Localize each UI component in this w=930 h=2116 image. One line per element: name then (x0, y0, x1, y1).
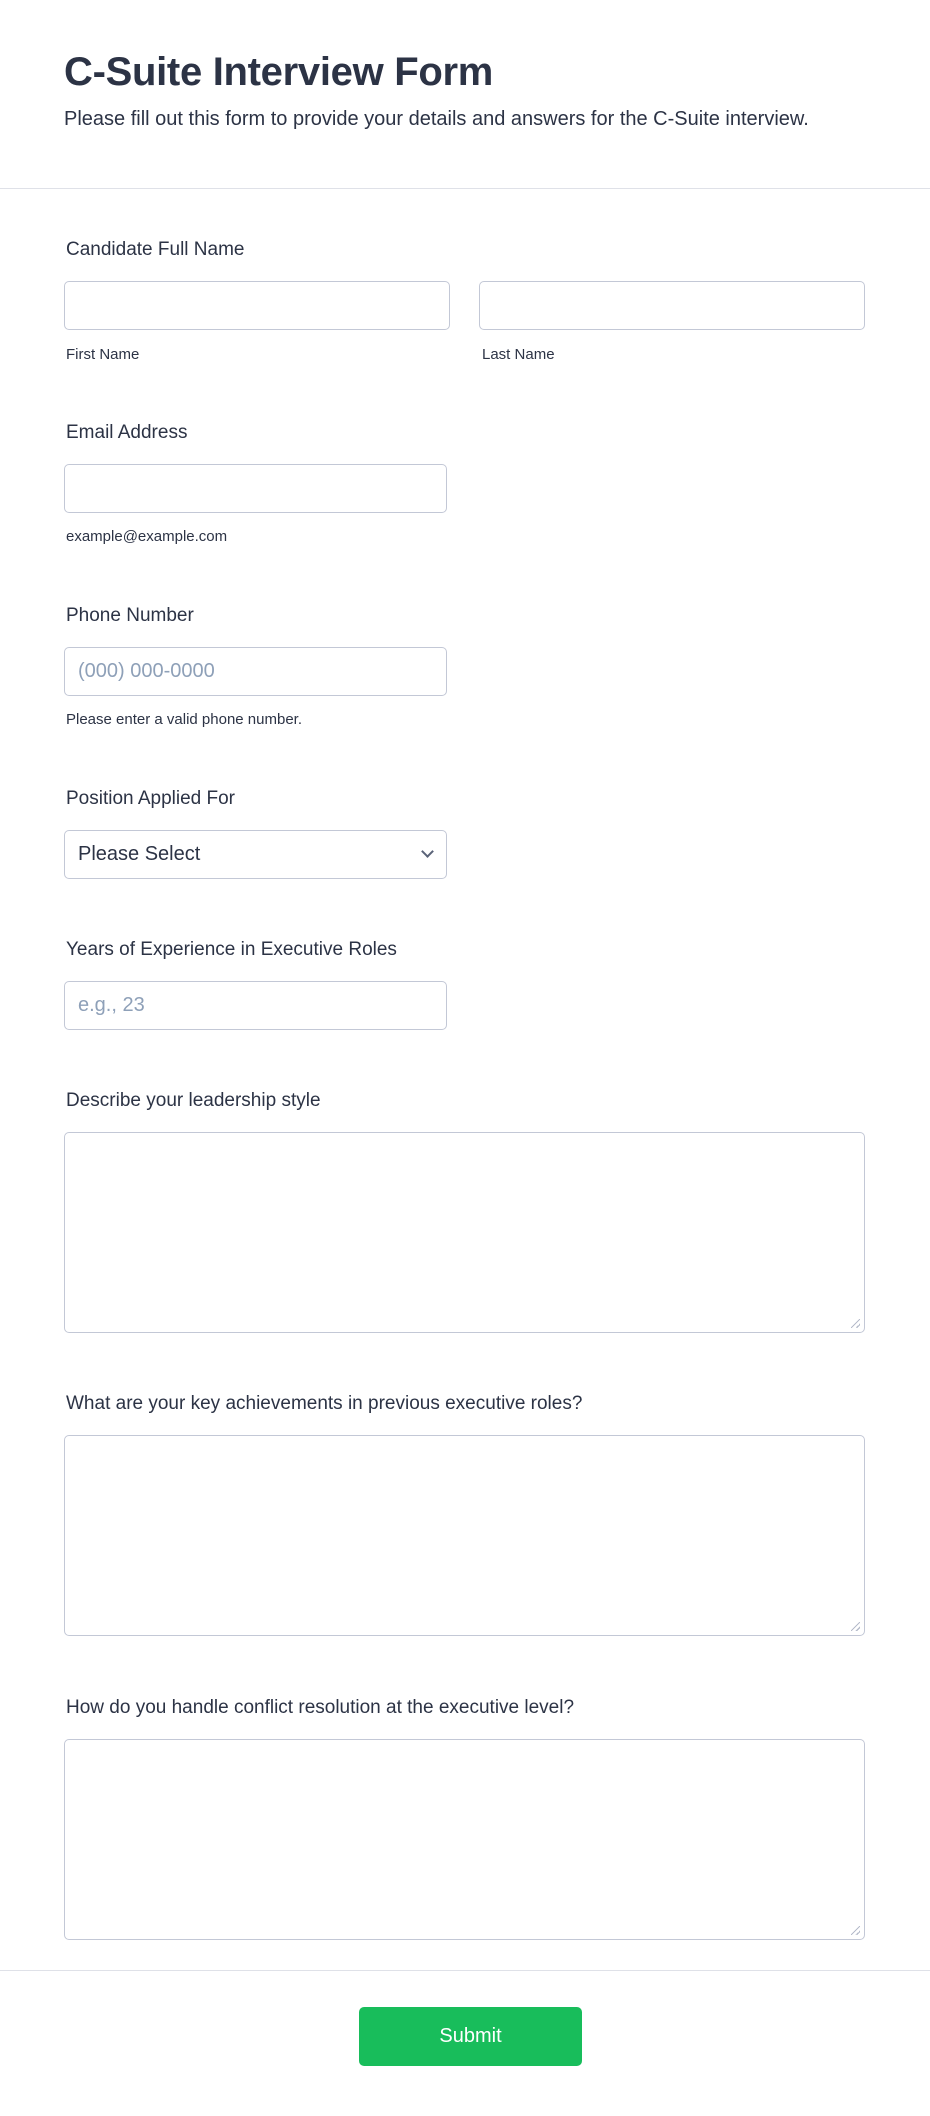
header-divider (0, 188, 930, 189)
achievements-label: What are your key achievements in previous executive roles? (66, 1393, 583, 1414)
full-name-label: Candidate Full Name (66, 239, 245, 260)
conflict-textarea[interactable] (64, 1739, 865, 1940)
footer-divider (0, 1970, 930, 1971)
form-title: C-Suite Interview Form (64, 50, 494, 94)
position-select[interactable] (64, 830, 447, 879)
chevron-down-icon (421, 845, 434, 858)
resize-handle-icon[interactable] (851, 1926, 860, 1935)
first-name-sublabel: First Name (66, 346, 140, 363)
achievements-textarea[interactable] (64, 1435, 865, 1636)
form-subtitle: Please fill out this form to provide your details and answers for the C-Suite interview. (64, 108, 809, 130)
resize-handle-icon[interactable] (851, 1622, 860, 1631)
submit-button[interactable]: Submit (359, 2007, 582, 2066)
leadership-label: Describe your leadership style (66, 1090, 321, 1111)
years-placeholder: e.g., 23 (78, 994, 145, 1016)
leadership-textarea[interactable] (64, 1132, 865, 1333)
last-name-sublabel: Last Name (482, 346, 555, 363)
years-input[interactable] (64, 981, 447, 1030)
first-name-input[interactable] (64, 281, 450, 330)
phone-sublabel: Please enter a valid phone number. (66, 711, 302, 728)
phone-label: Phone Number (66, 605, 194, 626)
position-label: Position Applied For (66, 788, 235, 809)
email-sublabel: example@example.com (66, 528, 228, 545)
last-name-input[interactable] (479, 281, 865, 330)
years-label: Years of Experience in Executive Roles (66, 939, 397, 960)
phone-placeholder: (000) 000-0000 (78, 660, 215, 682)
conflict-label: How do you handle conflict resolution at the executive level? (66, 1697, 575, 1718)
position-selected-value: Please Select (78, 843, 201, 865)
email-input[interactable] (64, 464, 447, 513)
resize-handle-icon[interactable] (851, 1319, 860, 1328)
phone-input[interactable] (64, 647, 447, 696)
email-label: Email Address (66, 422, 188, 443)
